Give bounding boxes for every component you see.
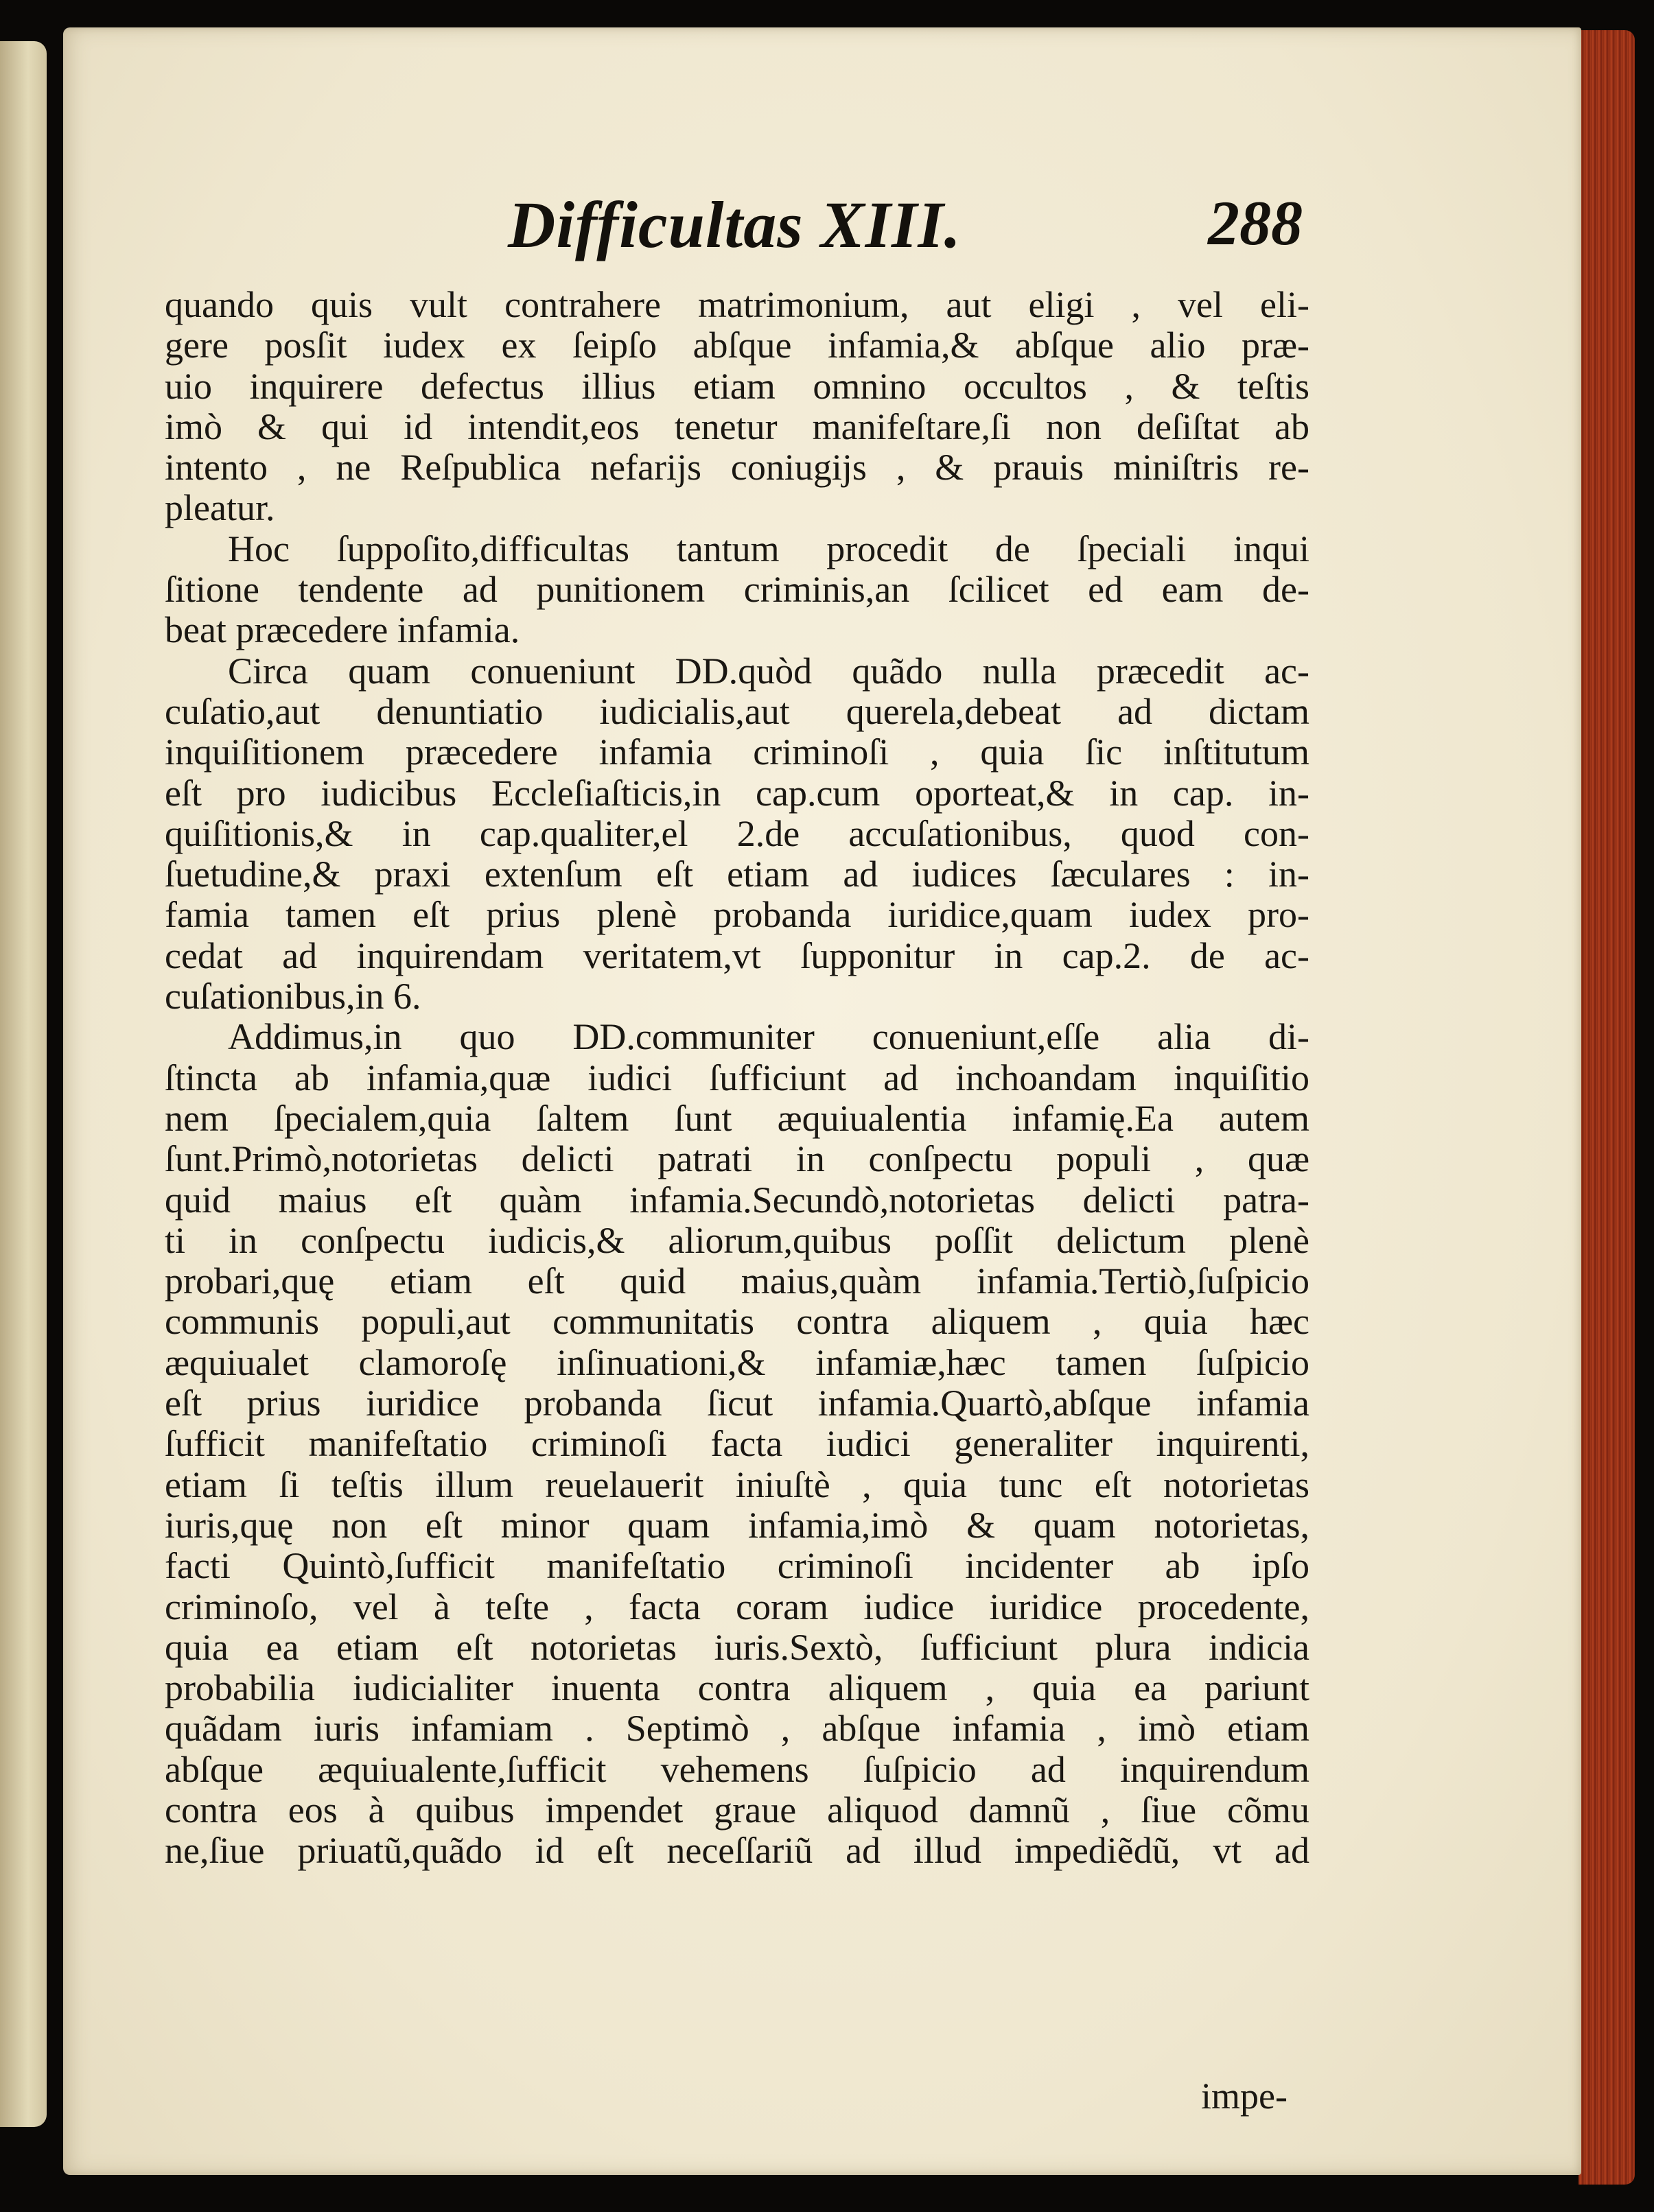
text-line: cuſatio,aut denuntiatio iudicialis,aut querela,debeat ad dictam (165, 691, 1309, 732)
text-line: Hoc ſuppoſito,difficultas tantum procedit de ſpeciali inqui (228, 528, 1309, 569)
text-line: quia ea etiam eſt notorietas iuris.Sextò, ſufficiunt plura indicia (165, 1627, 1309, 1668)
text-line: eſt pro iudicibus Eccleſiaſticis,in cap.cum oporteat,& in cap. in- (165, 773, 1309, 814)
text-line: pleatur. (165, 488, 275, 529)
text-line: facti Quintò,ſufficit manifeſtatio criminoſi incidenter ab ipſo (165, 1546, 1309, 1587)
text-line: inquiſitionem præcedere infamia criminoſi , quia ſic inſtitutum (165, 732, 1309, 773)
catchword: impe- (1201, 2075, 1288, 2117)
text-line: ſitione tendente ad punitionem criminis,an ſcilicet ed eam de- (165, 569, 1309, 611)
text-line: ſunt.Primò,notorietas delicti patrati in conſpectu populi , quæ (165, 1139, 1309, 1180)
page-number: 288 (1208, 188, 1303, 258)
text-line: famia tamen eſt prius plenè probanda iuridice,quam iudex pro- (165, 895, 1309, 936)
text-line: etiam ſi teſtis illum reuelauerit iniuſtè , quia tunc eſt notorietas (165, 1464, 1309, 1505)
text-line: eſt prius iuridice probanda ſicut infamia.Quartò,abſque infamia (165, 1383, 1309, 1424)
text-line: criminoſo, vel à teſte , facta coram iudice iuridice procedente, (165, 1586, 1309, 1627)
running-head: Difficultas XIII. (508, 188, 962, 261)
text-line: ſtincta ab infamia,quæ iudici ſufficiunt ad inchoandam inquiſitio (165, 1057, 1309, 1098)
page-fore-edge (1579, 30, 1635, 2185)
text-line: quiſitionis,& in cap.qualiter,el 2.de accuſationibus, quod con- (165, 813, 1309, 854)
text-line: intento , ne Reſpublica nefarijs coniugijs , & prauis miniſtris re- (165, 447, 1309, 489)
body-text (165, 285, 1309, 1872)
text-line: gere posſit iudex ex ſeipſo abſque infamia,& abſque alio præ- (165, 325, 1309, 366)
text-line: probabilia iudicialiter inuenta contra aliquem , quia ea pariunt (165, 1668, 1309, 1709)
text-line: iuris,quę non eſt minor quam infamia,imò & quam notorietas, (165, 1505, 1309, 1546)
text-line: communis populi,aut communitatis contra aliquem , quia hæc (165, 1302, 1309, 1343)
text-line: æquiualet clamoroſę inſinuationi,& infamiæ,hæc tamen ſuſpicio (165, 1342, 1309, 1383)
text-line: quãdam iuris infamiam . Septimò , abſque infamia , imò etiam (165, 1708, 1309, 1750)
text-line: ſufficit manifeſtatio criminoſi facta iudici generaliter inquirenti, (165, 1424, 1309, 1465)
text-line: beat præcedere infamia. (165, 610, 520, 651)
facing-page-edge (0, 41, 47, 2127)
text-line: cedat ad inquirendam veritatem,vt ſupponitur in cap.2. de ac- (165, 935, 1309, 976)
text-line: quando quis vult contrahere matrimonium, aut eligi , vel eli- (165, 285, 1309, 325)
text-line: cuſationibus,in 6. (165, 976, 421, 1017)
text-line: quid maius eſt quàm infamia.Secundò,notorietas delicti patra- (165, 1179, 1309, 1221)
text-line: ne,ſiue priuatũ,quãdo id eſt neceſſariũ ad illud impediẽdũ, vt ad (165, 1831, 1309, 1872)
text-line: Circa quam conueniunt DD.quòd quãdo nulla præcedit ac- (228, 650, 1309, 692)
page-header (63, 187, 1581, 269)
text-line: ti in conſpectu iudicis,& aliorum,quibus poſſit delictum plenè (165, 1220, 1309, 1261)
text-line: probari,quę etiam eſt quid maius,quàm infamia.Tertiò,ſuſpicio (165, 1261, 1309, 1302)
text-line: abſque æquiualente,ſufficit vehemens ſuſpicio ad inquirendum (165, 1749, 1309, 1790)
text-line: ſuetudine,& praxi extenſum eſt etiam ad iudices ſæculares : in- (165, 854, 1309, 895)
text-line: nem ſpecialem,quia ſaltem ſunt æquiualentia infamię.Ea autem (165, 1098, 1309, 1139)
text-line: uio inquirere defectus illius etiam omnino occultos , & teſtis (165, 366, 1309, 407)
text-line: Addimus,in quo DD.communiter conueniunt,eſſe alia di- (228, 1017, 1309, 1058)
text-line: imò & qui id intendit,eos tenetur manifeſtare,ſi non deſiſtat ab (165, 406, 1309, 447)
text-line: contra eos à quibus impendet graue aliquod damnũ , ſiue cõmu (165, 1789, 1309, 1831)
book-page (63, 27, 1581, 2175)
